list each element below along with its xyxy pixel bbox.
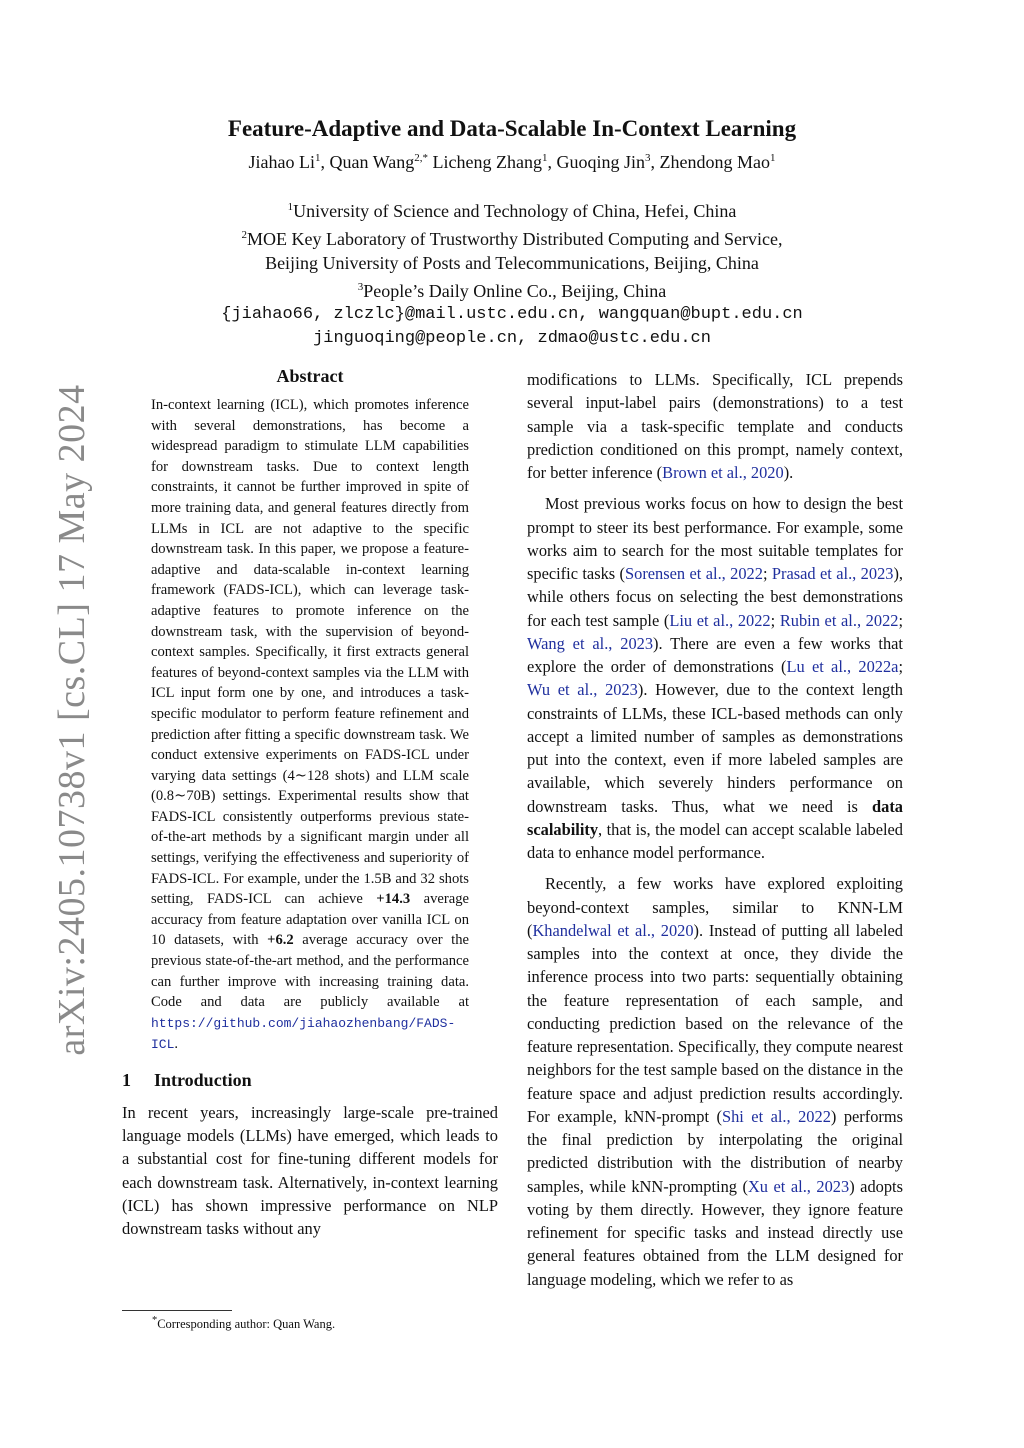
paragraph: [527, 368, 903, 484]
paragraph: [527, 872, 903, 1291]
paragraph-text: ) performs the final prediction by interpolating the original predicted distribution with the distribution of nearby samples, while kNN-prompting (: [527, 1106, 903, 1196]
affiliation: [0, 275, 1024, 303]
footnote-mark: *: [152, 1315, 158, 1326]
affiliation-text: University of Science and Technology of China, Hefei, China: [293, 201, 737, 221]
paragraph-text: ). Instead of putting all labeled samples into the context at once, they divide the inference process into two parts: sequentially obtaining the feature representation of each sample, and conducting prediction based on the relevance of the feature representation. Specifically, they compute nearest neighbors for the test sample based on the distance in the feature space and adjust prediction results accordingly. For example, kNN-prompt (: [527, 920, 903, 1126]
bold-phrase: data scalability: [527, 796, 903, 839]
affiliation-mark: 3: [357, 281, 364, 293]
footnote-rule: [122, 1310, 232, 1311]
abstract-bold-value: +14.3: [376, 891, 411, 908]
citation-link[interactable]: Wang et al., 2023: [527, 633, 654, 653]
paragraph-text: ), while others focus on selecting the best demonstrations for each test sample (: [527, 564, 904, 630]
author-name: Quan Wang: [329, 152, 415, 172]
section-heading-introduction: [122, 1070, 498, 1091]
code-link[interactable]: https://github.com/jiahaozhenbang/FADS-ICL: [151, 1015, 456, 1053]
author-affiliation-mark: 3: [644, 152, 651, 164]
abstract-body: [151, 395, 469, 1056]
email-line: jinguoqing@people.cn, zdmao@ustc.edu.cn: [313, 329, 711, 348]
intro-paragraph: In recent years, increasingly large-scale pre-trained language models (LLMs) have emerged, which leads to a substantial cost for fine-tuning different models for each downstream task. Alternatively, in-context learning (ICL) has shown impressive performance on NLP downstream tasks without any: [122, 1103, 498, 1239]
abstract-text: average accuracy from feature adaptation over vanilla ICL on 10 datasets, with: [151, 891, 469, 949]
affiliation: [0, 223, 1024, 251]
author-affiliation-mark: 2,*: [414, 152, 428, 164]
arxiv-stamp: arXiv:2405.10738v1 [cs.CL] 17 May 2024: [51, 384, 93, 1056]
abstract-heading: Abstract: [276, 366, 344, 386]
author-name: Jiahao Li: [248, 152, 316, 172]
paragraph-text: Recently, a few works have explored exploiting beyond-context samples, similar to KNN-LM (: [527, 874, 903, 940]
abstract-text: In-context learning (ICL), which promotes inference with several demonstrations, has become a widespread paradigm to stimulate LLM capabilities for downstream tasks. Due to context length constraints, it cannot be further improved in spite of more training data, and general features directly from LLMs in ICL are not adaptive to the specific downstream task. In this paper, we propose a feature-adaptive and data-scalable in-context learning framework (FADS-ICL), which can leverage task-adaptive features to promote inference on the downstream task, with the supervision of beyond-context samples. Specifically, it first extracts general features of beyond-context samples via the LLM with ICL input form one by one, and introduces a task-specific modulator to perform feature refinement and prediction after fitting a specific downstream task. We conduct extensive experiments on FADS-ICL under varying data settings (4∼128 shots) and LLM scale (0.8∼70B) settings. Experimental results show that FADS-ICL consistently outperforms previous state-of-the-art methods by a significant margin under all settings, verifying the effectiveness and superiority of FADS-ICL. For example, under the 1.5B and 32 shots setting, FADS-ICL can achieve: [151, 397, 469, 908]
paragraph-text: Most previous works focus on how to design the best prompt to steer its best performance. For example, some works aim to search for the most suitable templates for specific tasks (: [527, 494, 903, 583]
affiliation: [0, 195, 1024, 223]
affiliation-mark: 1: [287, 201, 294, 213]
footnote-text: [122, 1315, 498, 1332]
citation-link[interactable]: Brown et al., 2020: [662, 463, 784, 482]
author-name: Guoqing Jin: [556, 152, 645, 172]
citation-link[interactable]: Xu et al., 2023: [747, 1176, 850, 1196]
citation-link[interactable]: Khandelwal et al., 2020: [532, 920, 694, 940]
paragraph-text: ). However, due to the context length constraints of LLMs, these ICL-based methods can only accept a limited number of samples as demonstrations put into the context, even if more labeled samples are available, which severely hinders performance on downstream tasks. Thus, what we need is: [527, 680, 903, 816]
section-number: 1: [122, 1070, 131, 1090]
abstract-bold-value: +6.2: [267, 932, 294, 949]
citation-separator: ;: [898, 610, 904, 630]
paper-header: [0, 116, 1024, 351]
right-column: [527, 368, 903, 1299]
footnote: [122, 1310, 498, 1332]
citation-link[interactable]: Liu et al., 2022: [669, 610, 771, 630]
left-column: [122, 366, 498, 1240]
abstract-end: .: [174, 1036, 179, 1053]
paragraph-text: ). There are even a few works that explore the order of demonstrations (: [527, 633, 903, 676]
paragraph: [527, 492, 903, 864]
author-affiliation-mark: 1: [541, 152, 548, 164]
author-affiliation-mark: 1: [315, 152, 321, 164]
author-name: Licheng Zhang: [432, 152, 542, 172]
citation-separator: ;: [770, 610, 780, 630]
paragraph-text: modifications to LLMs. Specifically, ICL prepends several input-label pairs (demonstrations) to a test sample via a task-specific template and conducts prediction conditioned on this prompt, namely context, for better inference (: [527, 370, 903, 482]
affiliation: [0, 251, 1024, 275]
author-affiliation-mark: 1: [769, 152, 776, 164]
abstract-text: average accuracy over the previous state-of-the-art method, and the performance can further improve with increasing training data. Code and data are publicly available at: [151, 932, 469, 1011]
affiliation-text: MOE Key Laboratory of Trustworthy Distributed Computing and Service,: [247, 229, 783, 249]
citation-link[interactable]: Sorensen et al., 2022: [625, 564, 763, 583]
citation-separator: ;: [762, 564, 772, 583]
author-list: Jiahao Li$^1$, Quan Wang$^{2,*}$ Licheng Zhang$^1$, Guoqing Jin$^3$, Zhendong Mao$^1$: [248, 152, 776, 172]
paper-title: Feature-Adaptive and Data-Scalable In-Context Learning: [227, 116, 797, 141]
paragraph-text: , that is, the model can accept scalable labeled data to enhance model performance.: [527, 819, 903, 862]
affiliation-mark: 2: [241, 229, 248, 241]
paragraph-text: ) adopts voting by them directly. However, they ignore feature refinement for specific tasks and instead directly use general features obtained from the LLM designed for language modeling, which we refer to as: [527, 1176, 903, 1289]
email-line: {jiahao66, zlczlc}@mail.ustc.edu.cn, wangquan@bupt.edu.cn: [221, 305, 803, 324]
paragraph-text: ).: [783, 463, 794, 482]
section-title: Introduction: [154, 1070, 252, 1090]
citation-link[interactable]: Lu et al., 2022a: [786, 657, 899, 676]
citation-link[interactable]: Rubin et al., 2022: [779, 610, 899, 630]
affiliation-text: Beijing University of Posts and Telecommunications, Beijing, China: [265, 253, 759, 273]
citation-link[interactable]: Shi et al., 2022: [721, 1106, 831, 1126]
author-name: Zhendong Mao: [659, 152, 770, 172]
footnote-body: Corresponding author: Quan Wang.: [157, 1317, 336, 1332]
citation-separator: ;: [898, 657, 903, 676]
citation-link[interactable]: Prasad et al., 2023: [771, 564, 894, 583]
affiliation-text: People’s Daily Online Co., Beijing, China: [363, 281, 667, 301]
citation-link[interactable]: Wu et al., 2023: [527, 680, 638, 700]
